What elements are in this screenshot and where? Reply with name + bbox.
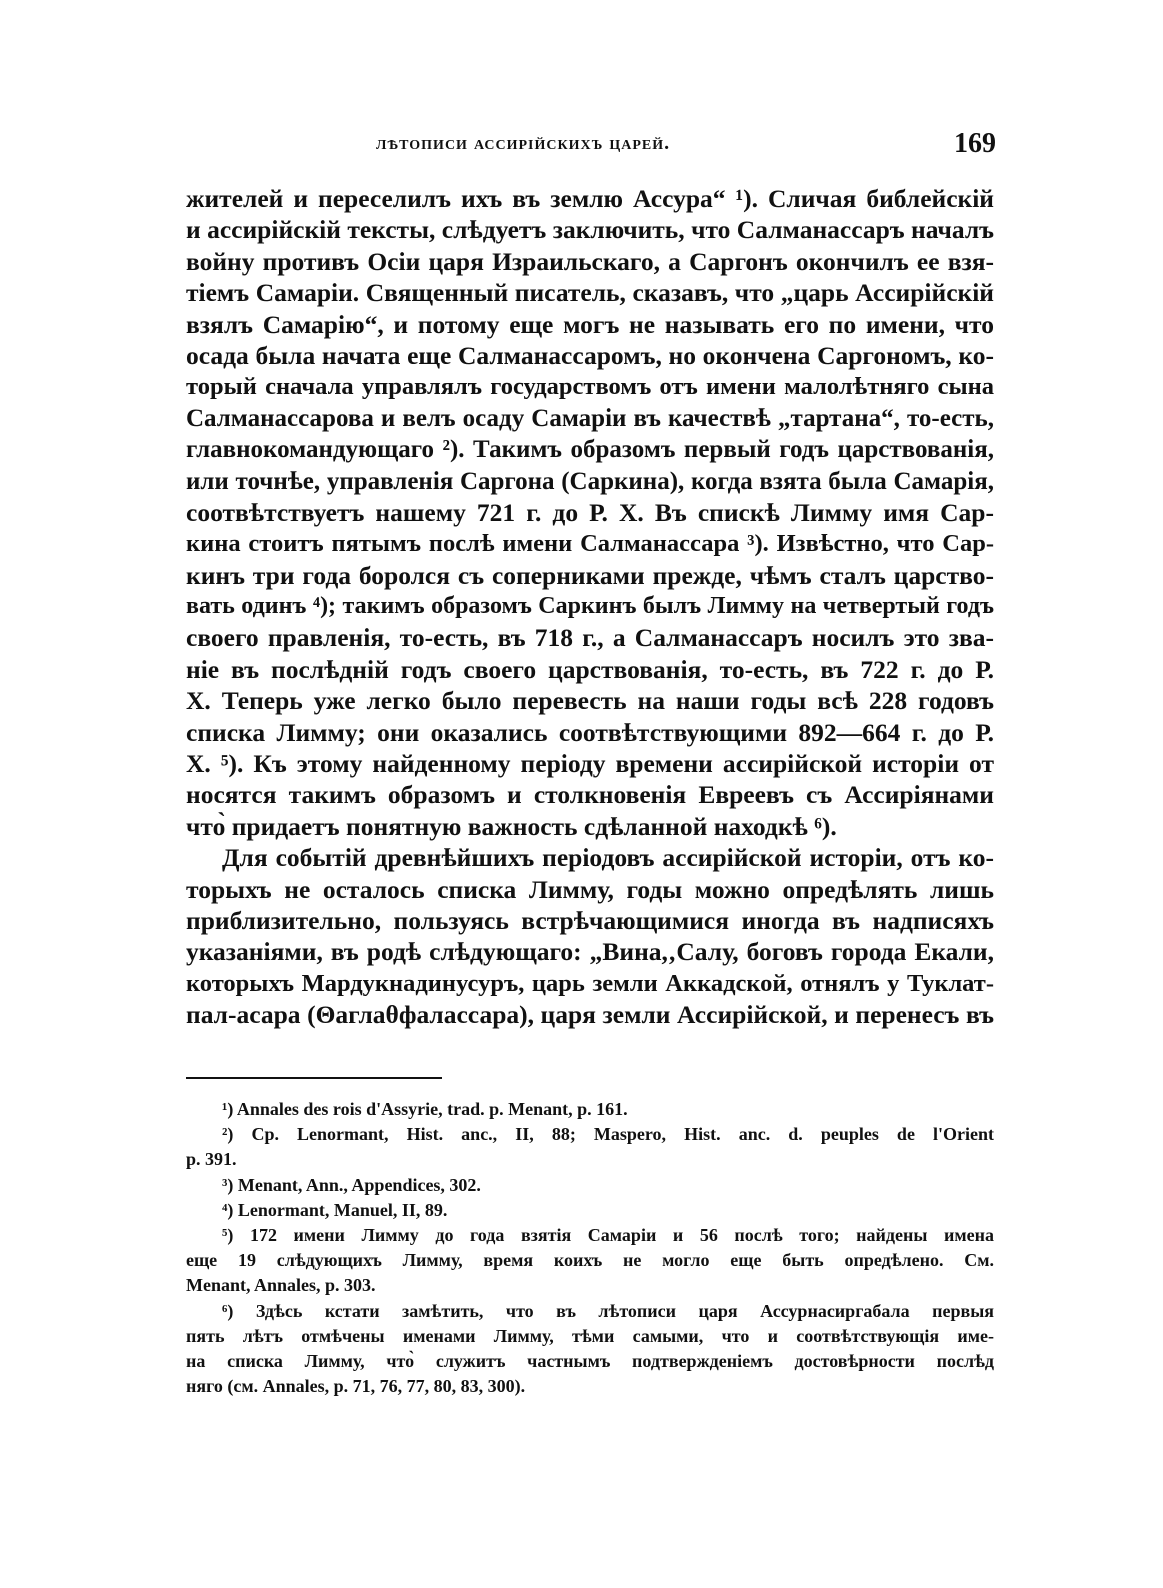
footnotes	[186, 1097, 994, 1399]
body-line: соотвѣтствуетъ нашему 721 г. до Р. Х. Въ спискѣ Лимму имя Сар-	[186, 497, 994, 527]
body-line: или точнѣе, управленія Саргона (Саркина), когда взята была Самарія,	[186, 467, 994, 495]
footnote-line: ³) Menant, Ann., Appendices, 302.	[222, 1174, 481, 1195]
footnote-line: ⁶) Здѣсь кстати замѣтить, что въ лѣтописи царя Ассурнасиргабала первыя	[222, 1300, 994, 1321]
footnote-line: Menant, Annales, p. 303.	[186, 1275, 376, 1296]
body-line: и ассирійскій тексты, слѣдуетъ заключить, что Салманассаръ началъ	[186, 215, 994, 245]
body-line: пал-асара (Θаглаθфалассара), царя земли Ассирійской, и перенесъ въ	[186, 1000, 994, 1030]
body-line: кина стоитъ пятымъ послѣ имени Салманассара ³). Извѣстно, что Сар-	[186, 530, 994, 558]
running-title: лѣтописи ассирійскихъ царей.	[376, 132, 671, 154]
footnote-line: ⁴) Lenormant, Manuel, II, 89.	[222, 1199, 448, 1220]
footnote-line: ⁵) 172 имени Лимму до года взятія Самаріи и 56 послѣ того; найдены имена	[222, 1224, 994, 1245]
body-line: жителей и переселилъ ихъ въ землю Ассура“ ¹). Сличая библейскій	[186, 184, 994, 213]
body-line: списка Лимму; они оказались соотвѣтствующими 892—664 г. до Р.	[186, 717, 994, 747]
body-line: главнокомандующаго ²). Такимъ образомъ первый годъ царствованія,	[186, 436, 994, 464]
body-line: Х. Теперь уже легко было перевесть на наши годы всѣ 228 годовъ	[186, 686, 994, 716]
body-line: приблизительно, пользуясь встрѣчающимися иногда въ надписяхъ	[186, 905, 994, 935]
body-line: войну противъ Осіи царя Израильскаго, а Саргонъ окончилъ ее взя-	[186, 246, 994, 276]
body-line: осада была начата еще Салманассаромъ, но окончена Саргономъ, ко-	[186, 340, 994, 370]
body-line: Для событій древнѣйшихъ періодовъ ассирійской исторіи, отъ ко-	[222, 843, 994, 873]
body-line: что̀ придаетъ понятную важность сдѣланной находкѣ ⁶).	[186, 811, 837, 841]
footnote-line: пять лѣтъ отмѣчены именами Лимму, тѣми самыми, что и соотвѣтствующія име-	[186, 1325, 994, 1346]
footnote-line: еще 19 слѣдующихъ Лимму, время коихъ не могло еще быть опредѣлено. См.	[186, 1250, 994, 1271]
footnote-line: няго (см. Annales, p. 71, 76, 77, 80, 83, 300).	[186, 1376, 526, 1397]
footnote-line: на списка Лимму, что̀ служитъ частнымъ подтвержденіемъ достовѣрности послѣд	[186, 1350, 994, 1371]
body-line: взялъ Самарію“, и потому еще могъ не называть его по имени, что	[186, 309, 994, 339]
page-number: 169	[954, 128, 996, 159]
body-line: тіемъ Самаріи. Священный писатель, сказавъ, что „царь Ассирійскій	[186, 278, 994, 308]
body-line: торыхъ не осталось списка Лимму, годы можно опредѣлять лишь	[186, 874, 994, 904]
body-text	[186, 183, 994, 1031]
footnote-line: p. 391.	[186, 1149, 237, 1170]
body-line: своего правленія, то-есть, въ 718 г., а Салманассаръ носилъ это зва-	[186, 623, 994, 653]
body-line: Х. ⁵). Къ этому найденному періоду времени ассирійской исторіи от	[186, 749, 994, 779]
running-head	[186, 128, 1006, 164]
body-line: торый сначала управлялъ государствомъ отъ имени малолѣтняго сына	[186, 373, 994, 401]
body-line: которыхъ Мардукнадинусуръ, царь земли Аккадской, отнялъ у Туклат-	[186, 969, 994, 997]
footnote-rule	[186, 1077, 442, 1079]
footnote-line: ²) Ср. Lenormant, Hist. anc., II, 88; Maspero, Hist. anc. d. peuples de l'Orient	[222, 1124, 994, 1145]
footnote-line: ¹) Annales des rois d'Assyrie, trad. p. Menant, p. 161.	[222, 1099, 628, 1119]
body-line: носятся такимъ образомъ и столкновенія Евреевъ съ Ассиріянами	[186, 780, 994, 810]
body-line: указаніями, въ родѣ слѣдующаго: „Вина,‚Салу, боговъ города Екали,	[186, 937, 994, 967]
body-line: кинъ три года боролся съ соперниками прежде, чѣмъ сталъ царство-	[186, 560, 994, 590]
body-line: Салманассарова и велъ осаду Самаріи въ качествѣ „тартана“, то-есть,	[186, 404, 994, 432]
body-line: ніе въ послѣдній годъ своего царствованія, то-есть, въ 722 г. до Р.	[186, 654, 994, 684]
body-line: вать одинъ ⁴); такимъ образомъ Саркинъ былъ Лимму на четвертый годъ	[186, 593, 994, 620]
